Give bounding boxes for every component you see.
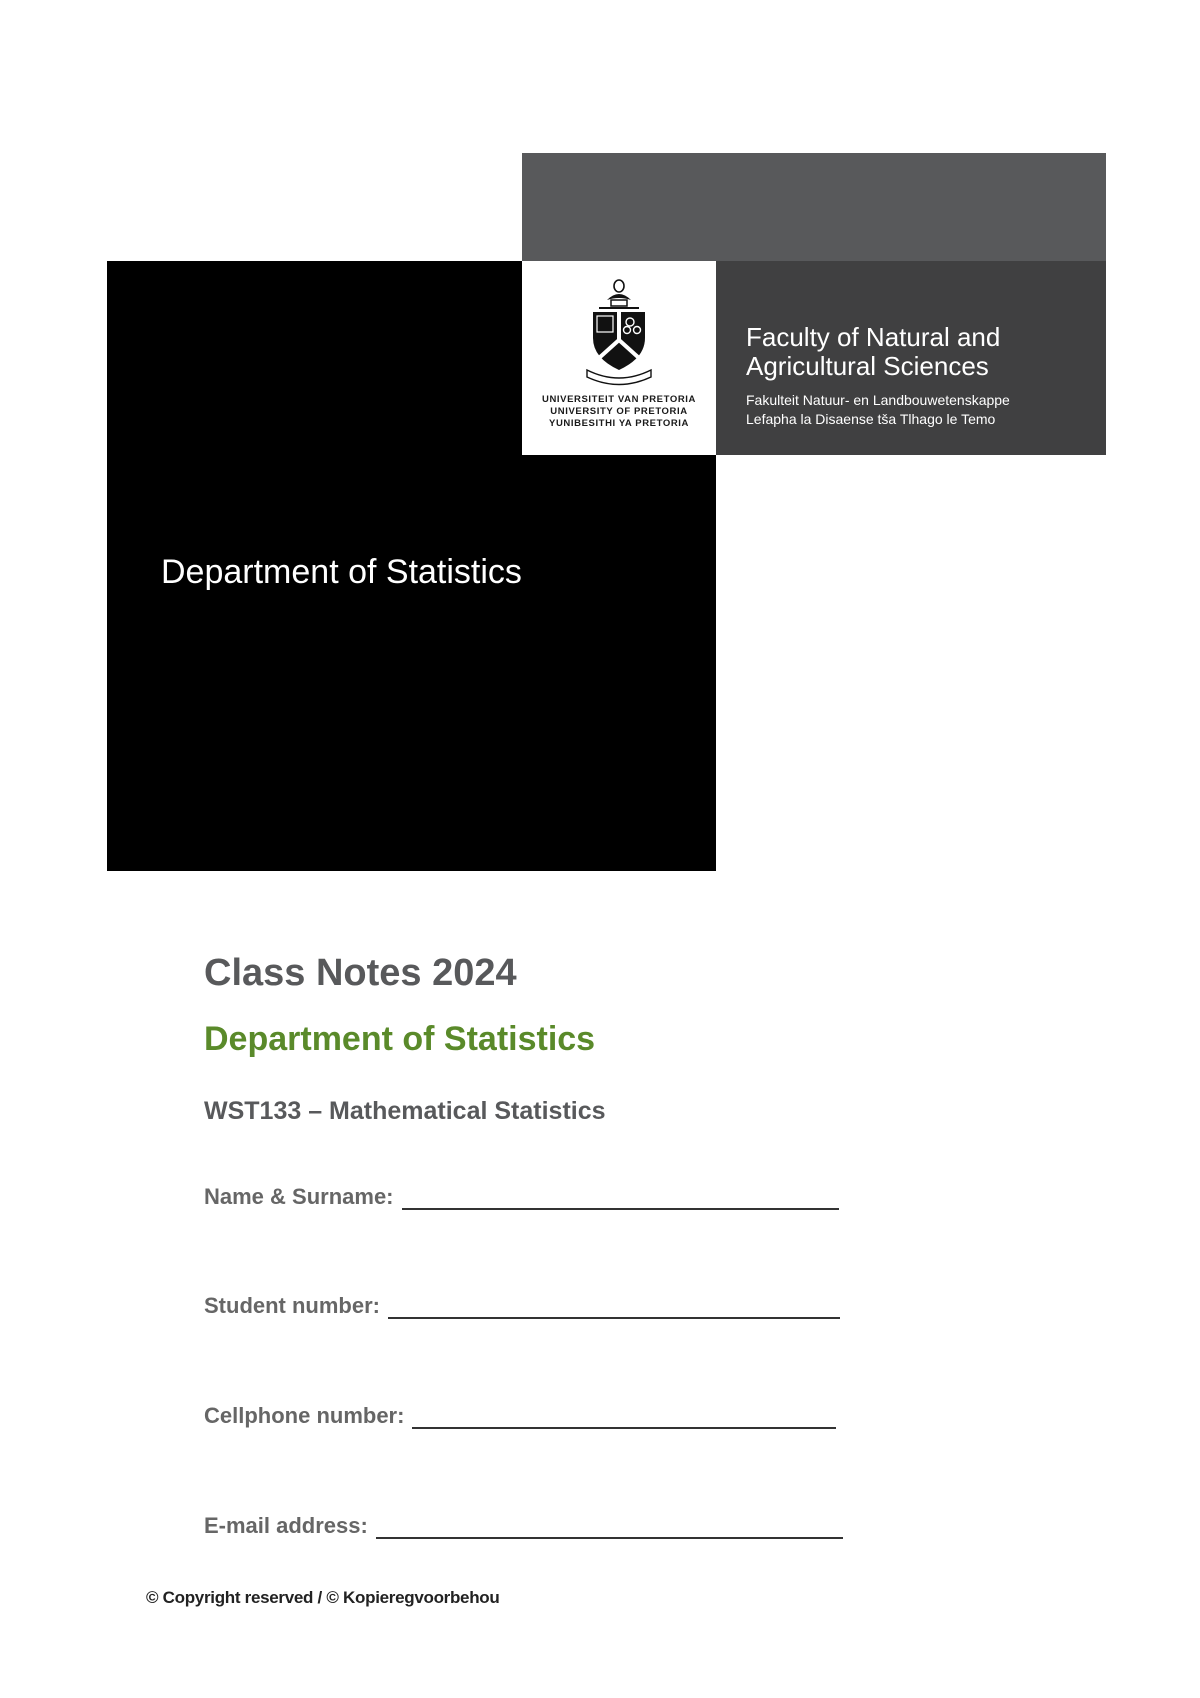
header-grey-band (522, 153, 1106, 261)
faculty-name-line-2: Agricultural Sciences (746, 351, 989, 381)
email-label: E-mail address: (204, 1513, 368, 1538)
faculty-name-afrikaans: Fakulteit Natuur- en Landbouwetenskappe (746, 392, 1010, 408)
module-title: WST133 – Mathematical Statistics (204, 1097, 606, 1125)
student-number-input-line[interactable] (388, 1293, 840, 1319)
faculty-name-line-1: Faculty of Natural and (746, 322, 1001, 352)
email-input-line[interactable] (376, 1513, 843, 1539)
university-name-english: UNIVERSITY OF PRETORIA (550, 406, 688, 417)
name-label: Name & Surname: (204, 1184, 394, 1209)
cellphone-label: Cellphone number: (204, 1403, 405, 1428)
university-name-afrikaans: UNIVERSITEIT VAN PRETORIA (542, 394, 696, 405)
document-title: Class Notes 2024 (204, 952, 517, 994)
faculty-name-sepedi: Lefapha la Disaense tša Tlhago le Temo (746, 411, 996, 427)
copyright-notice: © Copyright reserved / © Kopieregvoorbehou (146, 1588, 500, 1607)
student-number-field (204, 1289, 840, 1319)
student-number-label: Student number: (204, 1293, 380, 1318)
name-field (204, 1180, 839, 1210)
university-name-sepedi: YUNIBESITHI YA PRETORIA (549, 418, 689, 429)
cellphone-input-line[interactable] (412, 1403, 836, 1429)
department-heading: Department of Statistics (161, 553, 522, 591)
name-input-line[interactable] (402, 1184, 839, 1210)
cellphone-field (204, 1399, 836, 1429)
university-crest-icon (577, 274, 661, 386)
department-subtitle: Department of Statistics (204, 1020, 596, 1058)
email-field (204, 1509, 843, 1539)
